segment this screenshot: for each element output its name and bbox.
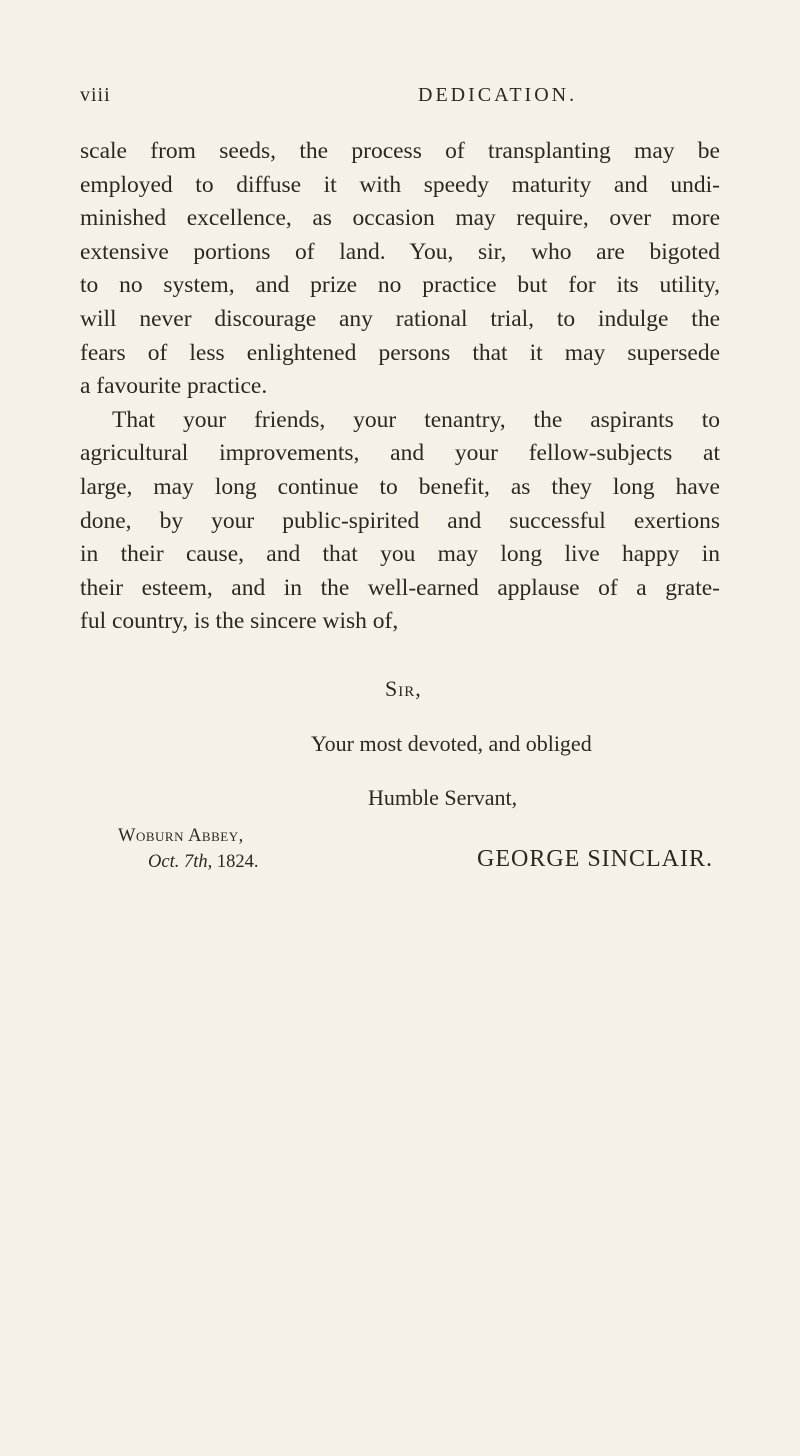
dateline-place: Woburn Abbey,: [118, 826, 244, 846]
text-line: a favourite practice.: [80, 373, 268, 400]
text-line: done, by your public-spirited and successful exertions: [80, 507, 720, 534]
text-line: minished excellence, as occasion may require, over more: [80, 205, 720, 232]
text-line: scale from seeds, the process of transplanting may be: [80, 138, 720, 164]
signature: GEORGE SINCLAIR.: [477, 846, 713, 872]
date-month: Oct.: [148, 852, 180, 872]
text-line: fears of less enlightened persons that it may supersede: [80, 339, 720, 366]
text-line: to no system, and prize no practice but for its utility,: [80, 272, 720, 299]
text-line: their esteem, and in the well-earned applause of a grate-: [80, 574, 720, 601]
text-line: will never discourage any rational trial, to indulge the: [80, 305, 720, 332]
text-line: agricultural improvements, and your fellow-subjects at: [80, 440, 720, 467]
text-line: ful country, is the sincere wish of,: [80, 608, 399, 635]
text-line: large, may long continue to benefit, as they long have: [80, 473, 720, 500]
page-number: viii: [80, 84, 111, 106]
dateline-date: [148, 852, 258, 873]
text-line: extensive portions of land. You, sir, who are bigoted: [80, 238, 720, 265]
date-year: 1824.: [216, 852, 259, 872]
salutation: Sir,: [385, 676, 422, 701]
page-header: [80, 84, 720, 114]
running-head: DEDICATION.: [418, 84, 578, 106]
text-line: in their cause, and that you may long live happy in: [80, 541, 720, 568]
text-line: employed to diffuse it with speedy maturity and undi-: [80, 171, 720, 198]
date-day: 7th,: [183, 852, 213, 872]
closing-phrase: Your most devoted, and obliged: [311, 731, 592, 756]
closing-servant: Humble Servant,: [368, 785, 518, 810]
text-line: That your friends, your tenantry, the aspirants to: [112, 406, 720, 433]
dedication-body: [80, 135, 720, 639]
